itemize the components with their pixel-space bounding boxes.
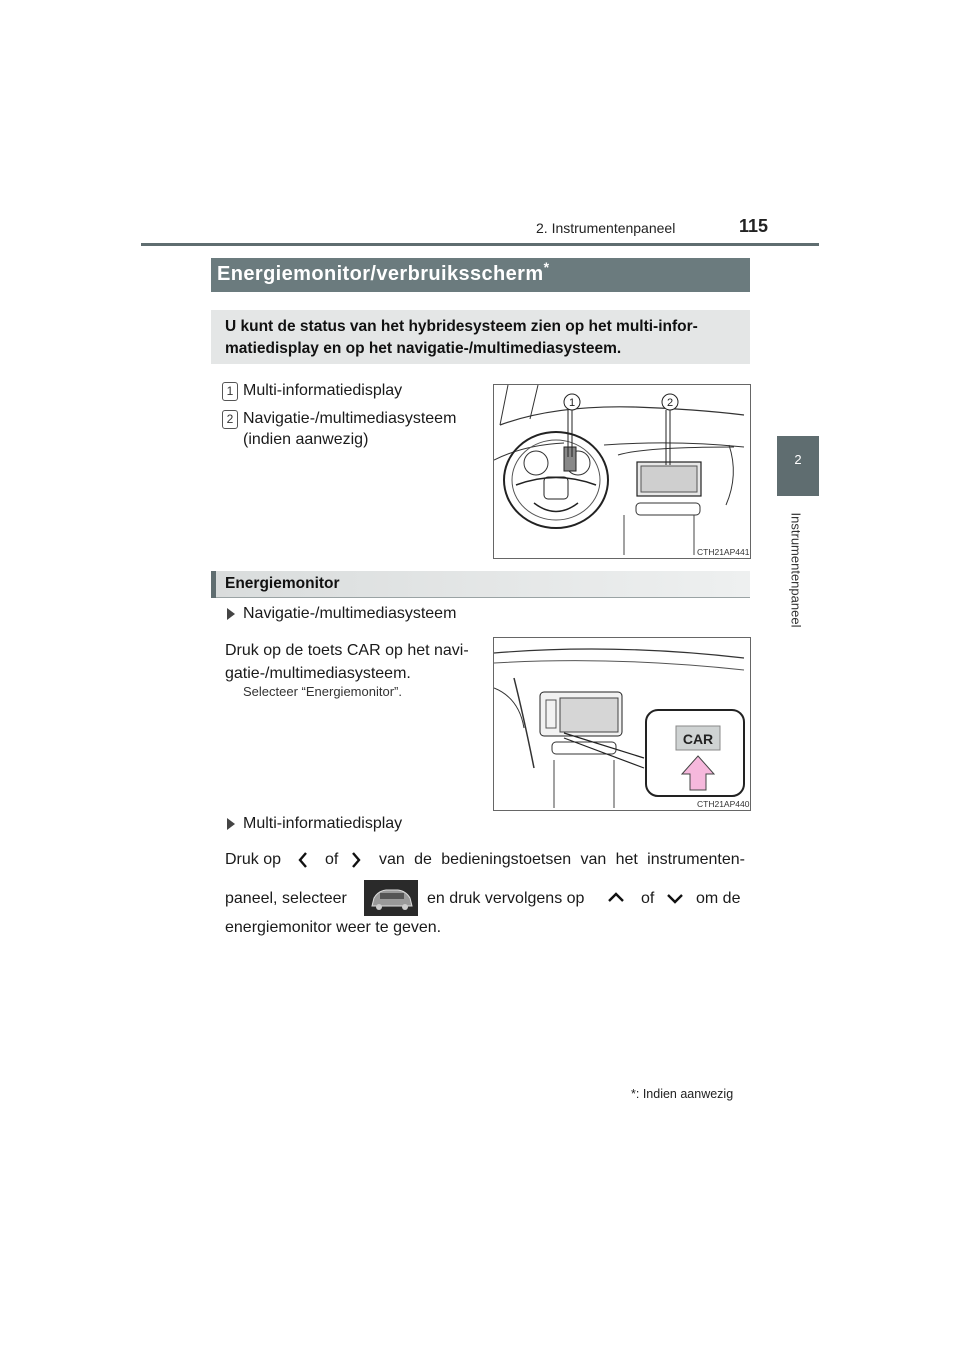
nav-instruction: Druk op de toets CAR op het navigatie-/multimediasysteem. [225,642,469,682]
nav-note: Selecteer “Energiemonitor”. [243,684,402,699]
mid-text-paneel: paneel, selecteer [225,890,347,907]
figure-dashboard [493,384,751,559]
chapter-number: 2 [794,452,802,467]
chapter-label [780,505,812,635]
mid-text-en-druk: en druk vervolgens op [427,890,585,907]
triangle-bullet-icon [227,818,235,830]
car-button-label: CAR [682,731,714,747]
car-icon [364,880,418,916]
subheading: Energiemonitor [225,575,340,592]
item-label-1: Multi-informatiedisplay [243,382,403,399]
figure-code-2: CTH21AP440 [697,799,750,809]
triangle-bullet-icon [227,608,235,620]
mid-text-of-1: of [325,851,339,868]
mid-text-of-2: of [641,890,655,907]
car-button-illustration [494,638,750,810]
nav-heading: Navigatie-/multimediasysteem [243,605,457,622]
chevron-up-icon [606,890,626,906]
footnote [631,1087,733,1101]
chevron-right-icon [349,850,363,870]
mid-text-druk-op: Druk op [225,851,282,868]
page-title [217,259,550,286]
figure-car-button [493,637,751,811]
callout-2: 2 [666,397,674,409]
chevron-down-icon [665,890,685,906]
figure-code-1: CTH21AP441 [697,547,750,557]
mid-heading: Multi-informatiedisplay [243,815,403,832]
chapter-label-text: Instrumentenpaneel [788,512,804,628]
item-number-1: 1 [222,382,238,401]
title-star: * [543,259,550,275]
header-rule [141,243,819,246]
chapter-tab [777,436,819,496]
mid-text-van-de: van de bedieningstoetsen van het instrumenten- [379,851,745,868]
page-title-text: Energiemonitor/verbruiksscherm [217,263,544,285]
callout-1: 1 [568,397,576,409]
page-number: 115 [739,216,769,236]
subheading-accent [211,571,216,598]
mid-text-last: energiemonitor weer te geven. [225,919,442,936]
item-label-2: Navigatie-/multimediasysteem (indien aanwezig) [243,410,457,448]
footnote-star: * [631,1087,636,1101]
chevron-left-icon [296,850,310,870]
item-number-2: 2 [222,410,238,429]
dashboard-illustration [494,385,750,558]
footnote-text: : Indien aanwezig [635,1087,734,1101]
mid-text-om-de: om de [696,890,741,907]
header-section: 2. Instrumentenpaneel [536,220,676,236]
intro-text: U kunt de status van het hybridesysteem zien op het multi-informatiedisplay en op het navigatie-/multimediasysteem. [225,318,698,357]
